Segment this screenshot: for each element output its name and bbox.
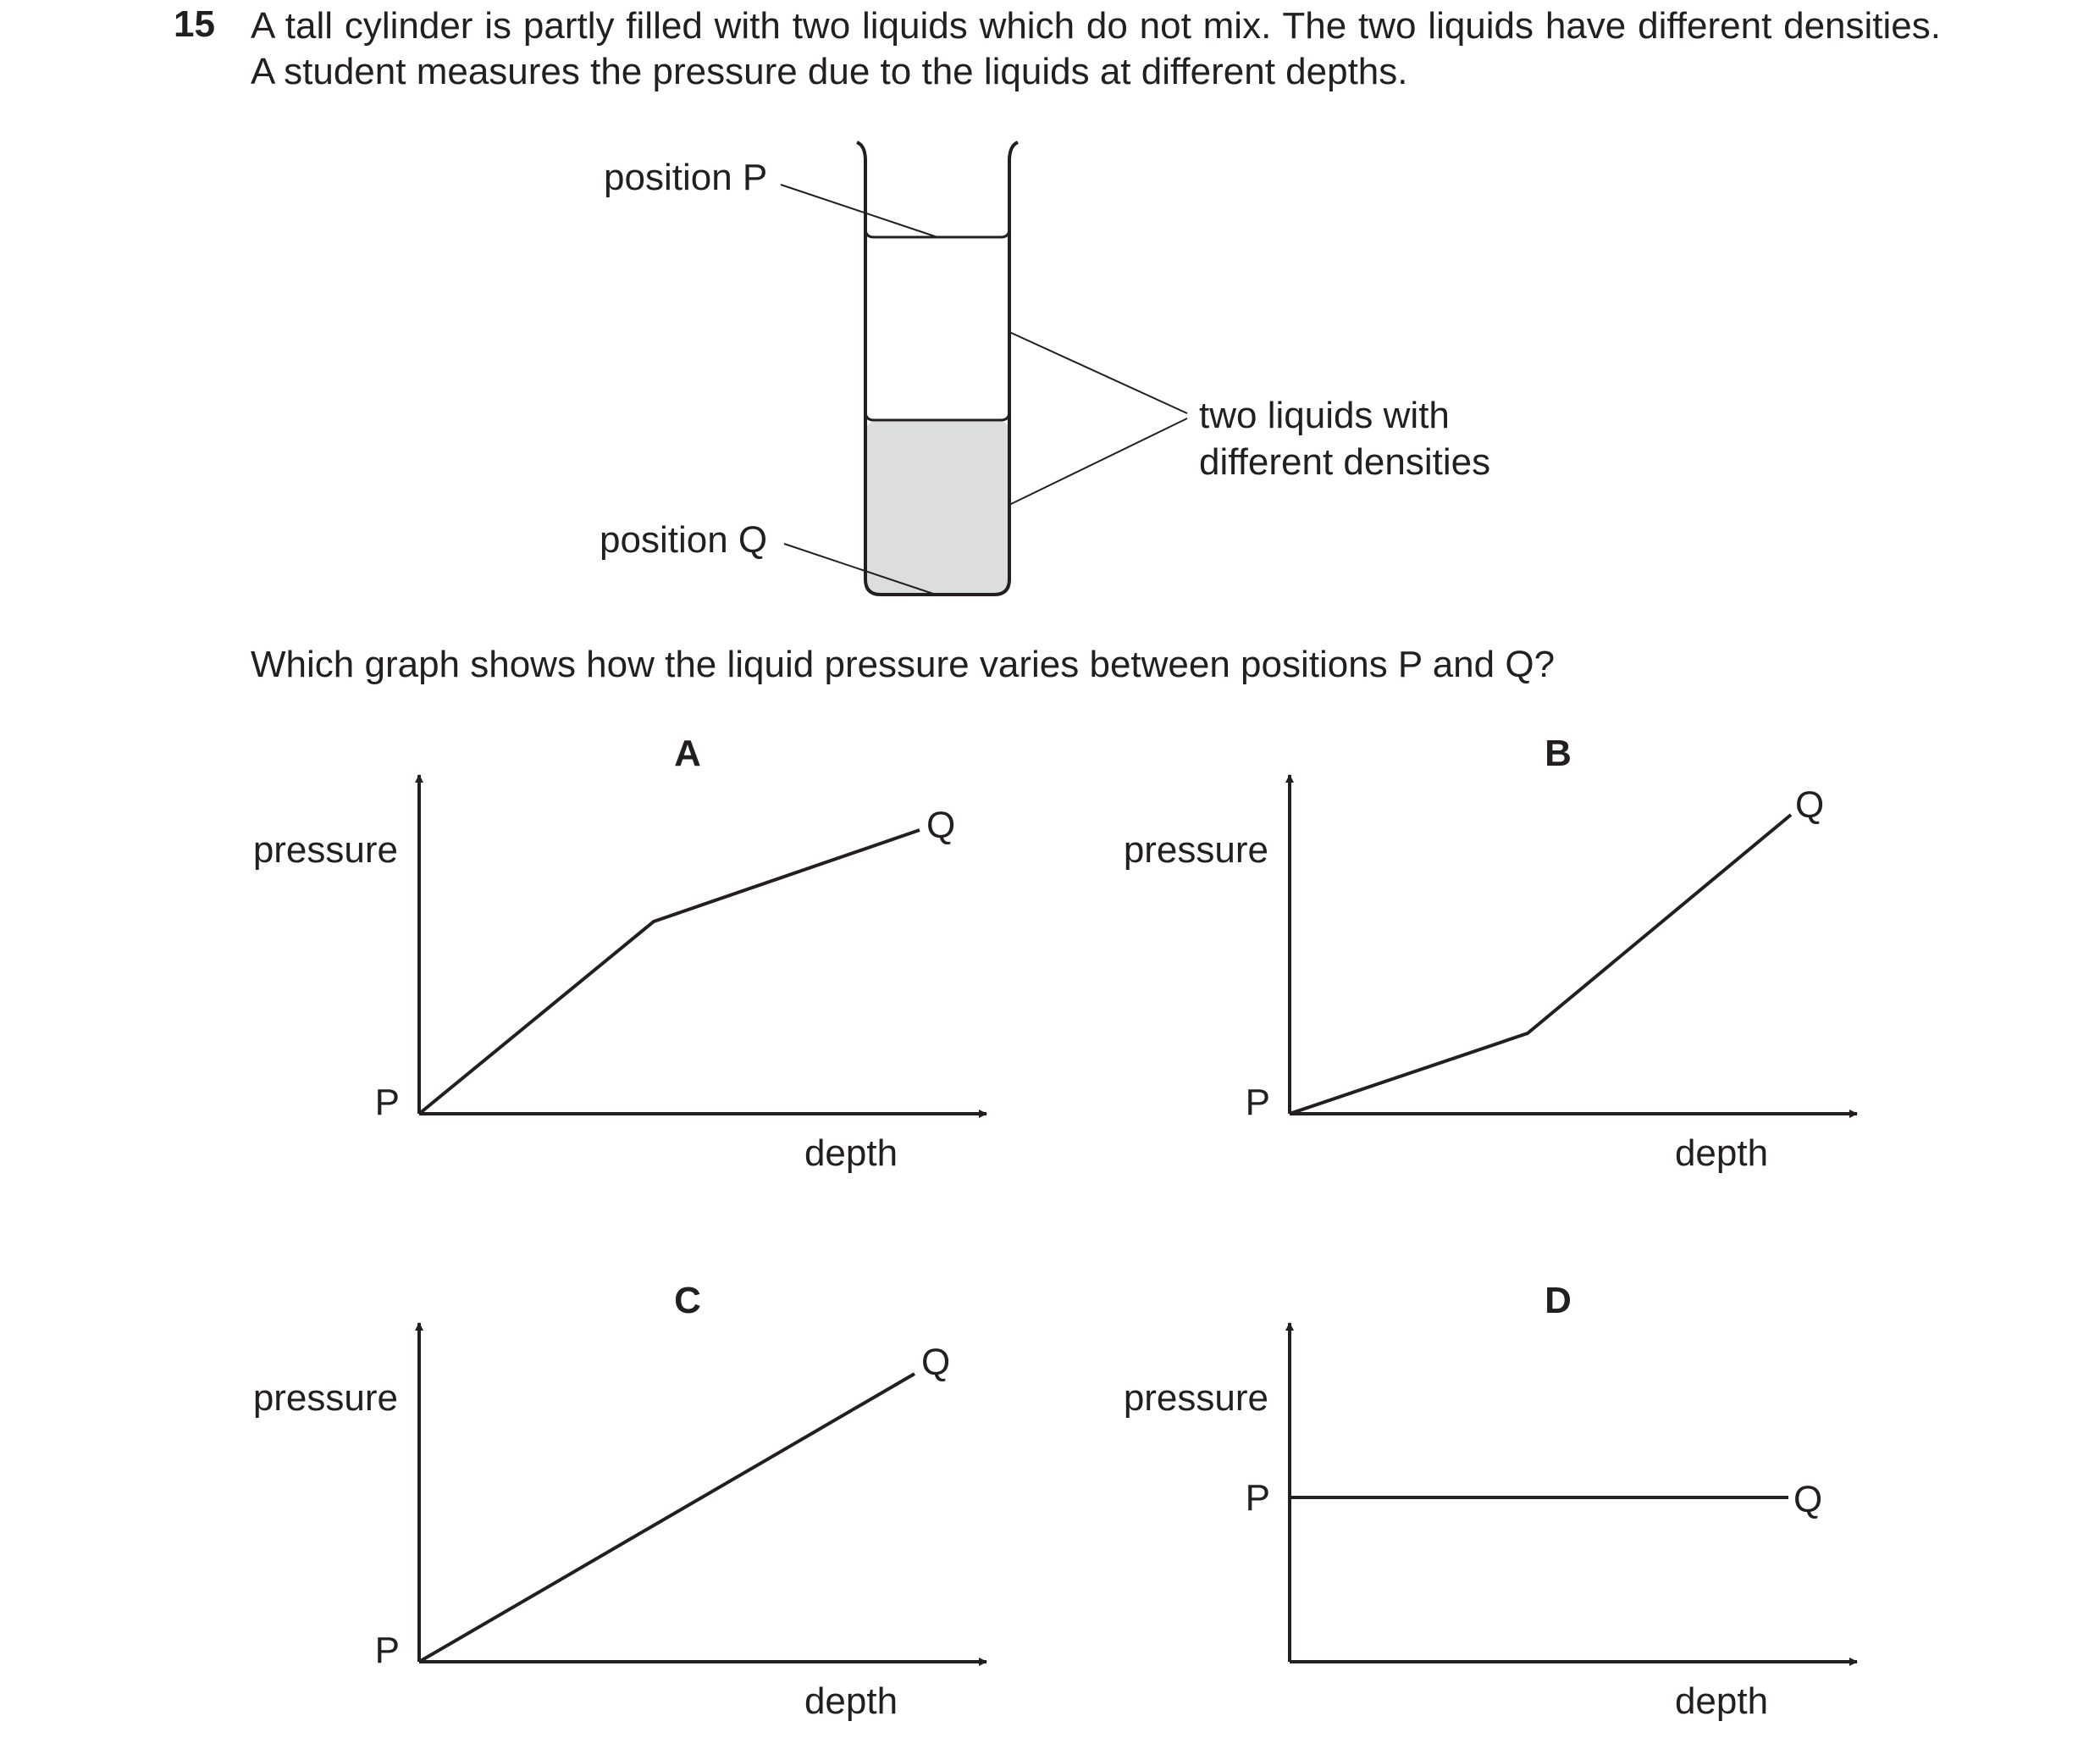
xlabel-d: depth <box>1674 1680 1769 1722</box>
question-stem: A tall cylinder is partly filled with two liquids which do not mix. The two liquids have different densities. A student measures the pressure due to the liquids at different depths. <box>251 5 1941 92</box>
graph-c <box>253 1280 986 1722</box>
ylabel-b: pressure <box>1123 829 1268 871</box>
pressure-line-b <box>1290 815 1791 1114</box>
graph-d <box>1124 1280 1857 1722</box>
liquid-surface-top <box>865 229 1009 237</box>
question-number: 15 <box>174 3 215 45</box>
label-position-q: position Q <box>600 519 768 561</box>
start-label-c: P <box>374 1630 400 1671</box>
option-letter-d: D <box>1545 1280 1572 1321</box>
end-label-c: Q <box>921 1342 951 1383</box>
option-letter-a: A <box>674 733 701 774</box>
end-label-a: Q <box>926 805 956 846</box>
pressure-line-c <box>419 1374 915 1662</box>
start-label-b: P <box>1245 1082 1270 1123</box>
graph-a <box>253 733 986 1174</box>
leader-liquid-lower <box>1009 418 1187 505</box>
ylabel-a: pressure <box>252 829 398 871</box>
liquid-interface <box>865 412 1009 420</box>
label-position-p: position P <box>604 157 768 198</box>
start-label-a: P <box>374 1082 400 1123</box>
leader-position-p <box>781 185 937 237</box>
graph-b <box>1124 733 1857 1174</box>
ylabel-c: pressure <box>252 1377 398 1419</box>
pressure-line-a <box>419 830 920 1114</box>
cylinder-diagram <box>600 142 1490 595</box>
leader-liquid-upper <box>1009 332 1187 413</box>
lower-liquid <box>865 420 1009 595</box>
label-liquids-line2: different densities <box>1199 441 1491 483</box>
end-label-d: Q <box>1793 1479 1823 1520</box>
label-liquids-line1: two liquids with <box>1199 395 1450 436</box>
xlabel-a: depth <box>804 1132 898 1174</box>
end-label-b: Q <box>1795 784 1825 826</box>
ylabel-d: pressure <box>1123 1377 1268 1419</box>
option-letter-c: C <box>674 1280 701 1321</box>
start-label-d: P <box>1245 1477 1270 1519</box>
xlabel-b: depth <box>1674 1132 1769 1174</box>
xlabel-c: depth <box>804 1680 898 1722</box>
option-letter-b: B <box>1545 733 1572 774</box>
question-prompt: Which graph shows how the liquid pressure varies between positions P and Q? <box>251 644 1556 685</box>
